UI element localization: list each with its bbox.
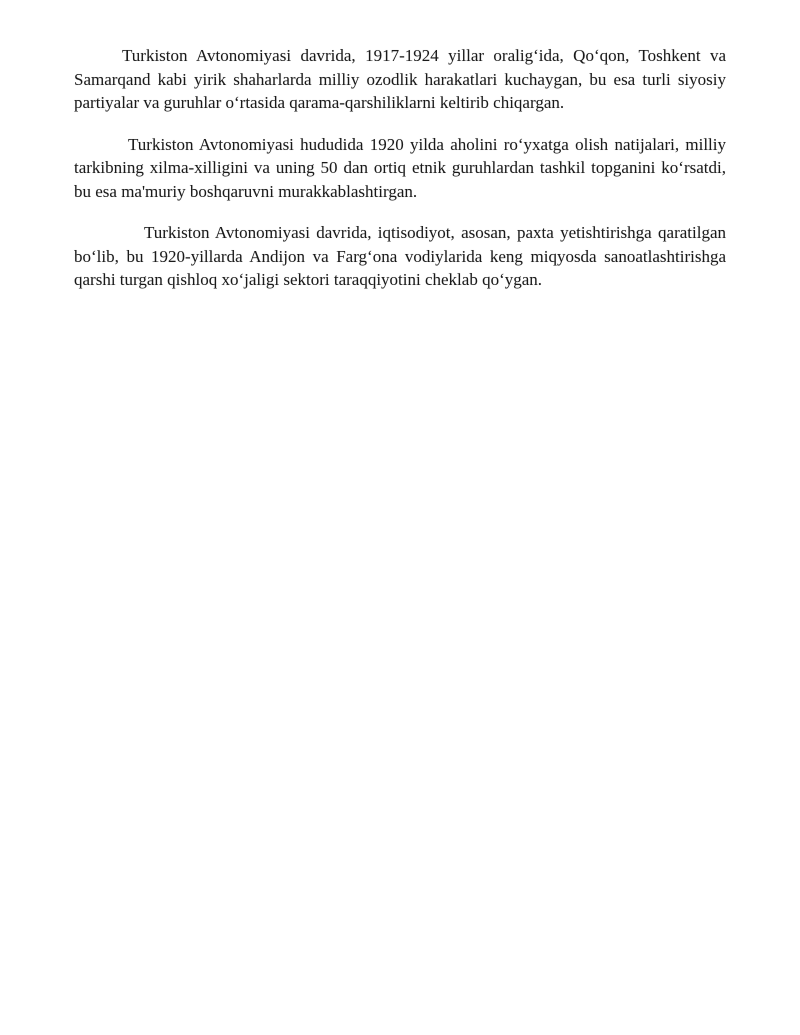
paragraph-1: Turkiston Avtonomiyasi davrida, 1917-1924 yillar oralig‘ida, Qo‘qon, Toshkent va Samarqand kabi yirik shaharlarda milliy ozodlik harakatlari kuchaygan, bu esa turli siyosiy partiyalar va guruhlar o‘rtasida qarama-qarshiliklarni keltirib chiqargan. (74, 46, 726, 112)
paragraph-3: Turkiston Avtonomiyasi davrida, iqtisodiyot, asosan, paxta yetishtirishga qaratilgan bo‘lib, bu 1920-yillarda Andijon va Farg‘ona vodiylarida keng miqyosda sanoatlashtirishga qarshi turgan qishloq xo‘jaligi sektori taraqqiyotini cheklab qo‘ygan. (74, 223, 726, 289)
paragraph-2: Turkiston Avtonomiyasi hududida 1920 yilda aholini ro‘yxatga olish natijalari, milliy tarkibning xilma-xilligini va uning 50 dan ortiq etnik guruhlardan tashkil topganini ko‘rsatdi, bu esa ma'muriy boshqaruvni murakkablashtirgan. (74, 134, 726, 201)
document-body (74, 44, 726, 310)
